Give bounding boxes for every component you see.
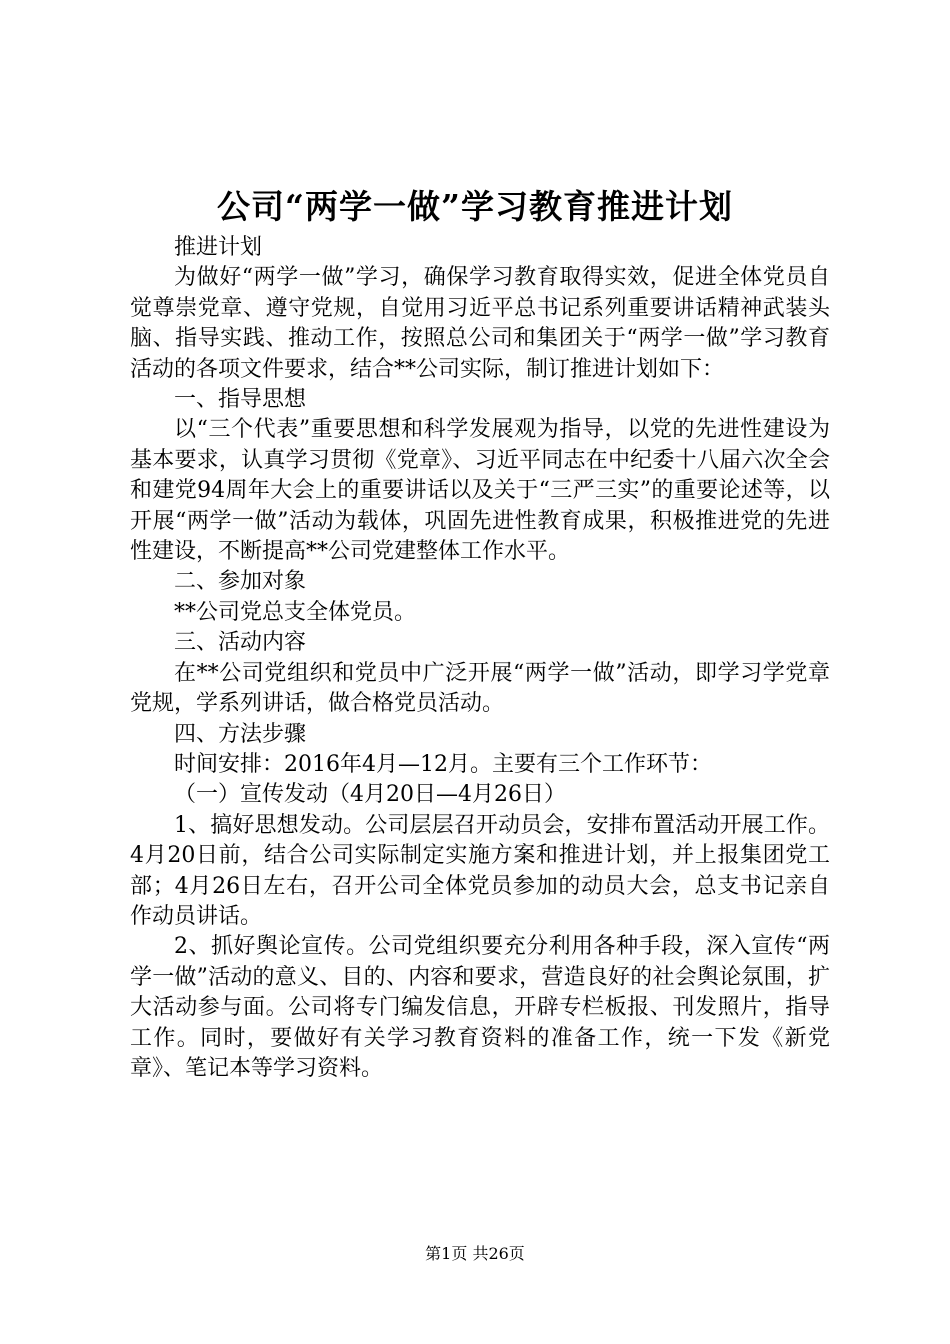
paragraph: 在**公司党组织和党员中广泛开展“两学一做”活动，即学习学党章党规，学系列讲话，做合格党员活动。 xyxy=(130,660,830,717)
paragraph: 为做好“两学一做”学习，确保学习教育取得实效，促进全体党员自觉尊崇党章、遵守党规，自觉用习近平总书记系列重要讲话精神武装头脑、指导实践、推动工作，按照总公司和集团关于“两学一做”学习教育活动的各项文件要求，结合**公司实际，制订推进计划如下： xyxy=(130,265,830,382)
subsection-heading: （一）宣传发动（4月20日—4月26日） xyxy=(174,782,566,808)
paragraph: 推进计划 xyxy=(174,235,263,260)
paragraph: 以“三个代表”重要思想和科学发展观为指导，以党的先进性建设为基本要求，认真学习贯彻《党章》、习近平同志在中纪委十八届六次全会和建党94周年大会上的重要讲话以及关于“三严三实”的重要论述等，以开展“两学一做”活动为载体，巩固先进性教育成果，积极推进党的先进性建设，不断提高**公司党建整体工作水平。 xyxy=(130,417,830,565)
paragraph: 1、搞好思想发动。公司层层召开动员会，安排布置活动开展工作。4月20日前，结合公司实际制定实施方案和推进计划，并上报集团党工部；4月26日左右，召开公司全体党员参加的动员大会，总支书记亲自作动员讲话。 xyxy=(130,812,830,929)
section-heading: 一、指导思想 xyxy=(174,387,307,413)
paragraph: 2、抓好舆论宣传。公司党组织要充分利用各种手段，深入宣传“两学一做”活动的意义、目的、内容和要求，营造良好的社会舆论氛围，扩大活动参与面。公司将专门编发信息，开辟专栏板报、刊发照片，指导工作。同时，要做好有关学习教育资料的准备工作，统一下发《新党章》、笔记本等学习资料。 xyxy=(130,934,830,1081)
section-heading: 二、参加对象 xyxy=(174,569,307,595)
paragraph: **公司党总支全体党员。 xyxy=(174,599,417,625)
section-heading: 三、活动内容 xyxy=(174,630,307,656)
paragraph: 时间安排：2016年4月—12月。主要有三个工作环节： xyxy=(174,751,712,777)
document-body xyxy=(130,233,830,1084)
page-number: 第1页 共26页 xyxy=(425,1244,525,1263)
document-title: 公司“两学一做”学习教育推进计划 xyxy=(217,187,733,226)
section-heading: 四、方法步骤 xyxy=(174,721,307,747)
